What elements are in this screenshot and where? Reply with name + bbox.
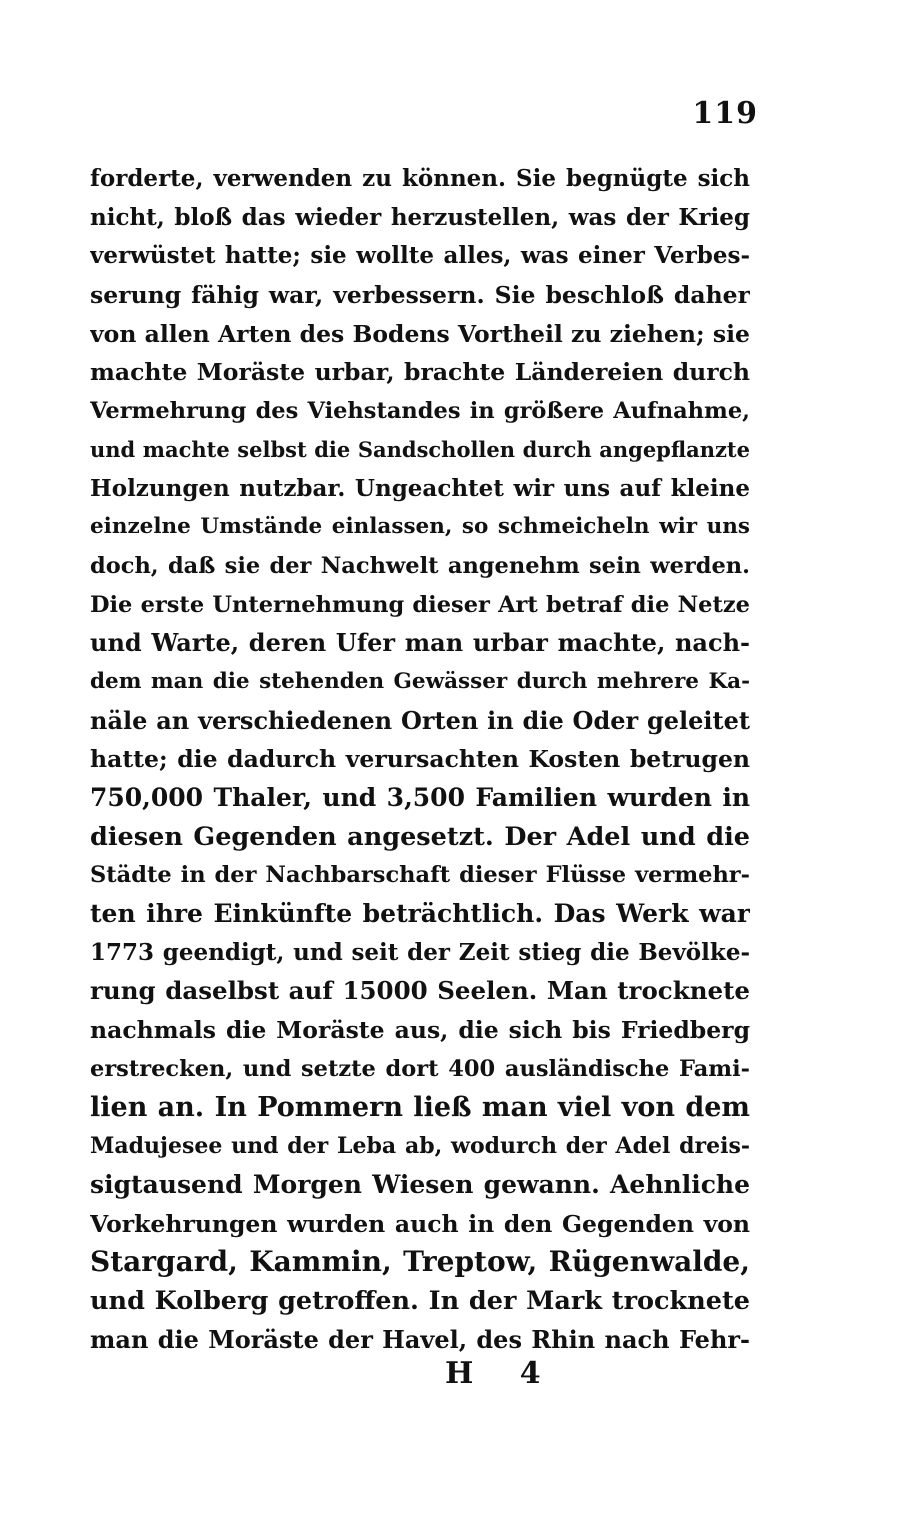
text-line: nicht, bloß das wieder herzustellen, was der Krieg — [90, 203, 750, 231]
body-text — [90, 160, 750, 1359]
text-line: näle an verschiedenen Orten in die Oder geleitet — [90, 705, 750, 735]
text-line: und Warte, deren Ufer man urbar machte, nach- — [90, 628, 750, 658]
text-line: diesen Gegenden angesetzt. Der Adel und die — [90, 821, 750, 852]
text-line: erstrecken, und setzte dort 400 ausländische Fami- — [90, 1055, 750, 1082]
text-line: Vorkehrungen wurden auch in den Gegenden von — [90, 1209, 750, 1238]
text-line: forderte, verwenden zu können. Sie begnügte sich — [90, 165, 750, 192]
text-line: sigtausend Morgen Wiesen gewann. Aehnliche — [90, 1169, 750, 1199]
text-line: hatte; die dadurch verursachten Kosten betrugen — [90, 745, 750, 774]
text-line: 750,000 Thaler, und 3,500 Familien wurden in — [90, 783, 750, 812]
text-line: doch, daß sie der Nachwelt angenehm sein werden. — [90, 552, 750, 579]
text-line: Holzungen nutzbar. Ungeachtet wir uns auf kleine — [90, 474, 750, 502]
text-line: lien an. In Pommern ließ man viel von dem — [90, 1091, 750, 1123]
text-line: Vermehrung des Viehstandes in größere Aufnahme, — [90, 398, 750, 425]
text-line: dem man die stehenden Gewässer durch mehrere Ka- — [90, 668, 750, 694]
text-line: verwüstet hatte; sie wollte alles, was einer Verbes- — [90, 242, 750, 270]
text-line: und machte selbst die Sandschollen durch angepflanzte — [90, 436, 750, 462]
text-line: einzelne Umstände einlassen, so schmeicheln wir uns — [90, 514, 750, 540]
text-line: Die erste Unternehmung dieser Art betraf die Netze — [90, 591, 750, 618]
text-line: nachmals die Moräste aus, die sich bis Friedberg — [90, 1016, 750, 1045]
text-line: Stargard, Kammin, Treptow, Rügenwalde, — [90, 1245, 750, 1279]
text-line: Städte in der Nachbarschaft dieser Flüsse vermehr- — [90, 862, 750, 889]
text-line: ten ihre Einkünfte beträchtlich. Das Werk war — [90, 899, 750, 929]
text-line: 1773 geendigt, und seit der Zeit stieg die Bevölke- — [90, 938, 750, 966]
text-line: von allen Arten des Bodens Vortheil zu ziehen; sie — [90, 319, 750, 348]
text-line: Madujesee und der Leba ab, wodurch der Adel dreis- — [90, 1133, 750, 1160]
signature-mark: H 4 — [445, 1356, 559, 1391]
text-line: machte Moräste urbar, brachte Ländereien durch — [90, 358, 750, 387]
text-line: rung daselbst auf 15000 Seelen. Man trocknete — [90, 976, 750, 1006]
text-line: und Kolberg getroffen. In der Mark trocknete — [90, 1285, 750, 1316]
text-line: serung fähig war, verbessern. Sie beschloß daher — [90, 281, 750, 310]
text-line: man die Moräste der Havel, des Rhin nach Fehr- — [90, 1324, 750, 1354]
page-number: 119 — [692, 96, 758, 131]
